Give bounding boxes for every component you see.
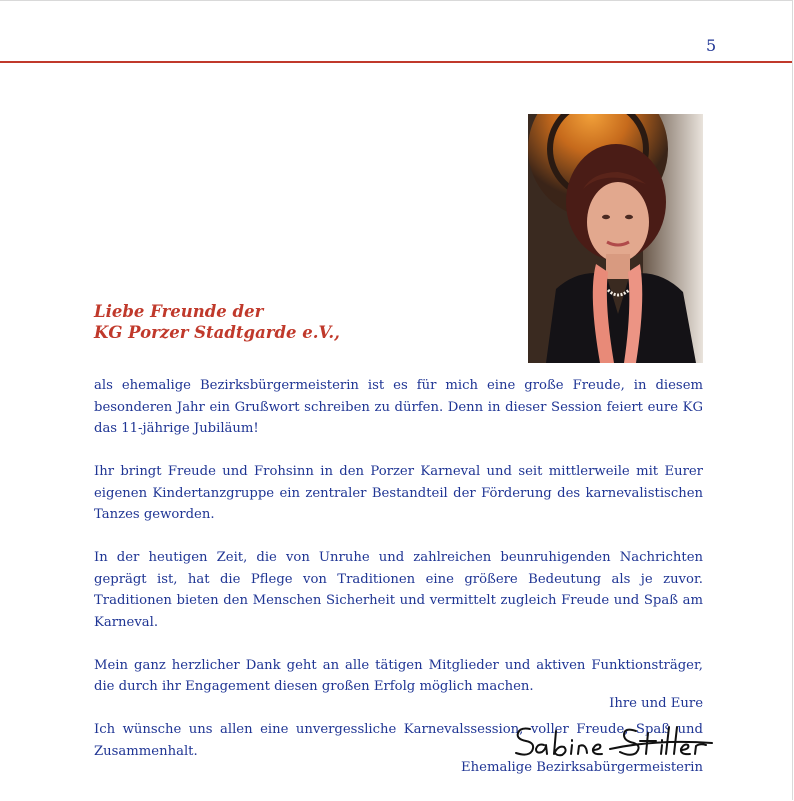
portrait-photo xyxy=(528,114,703,363)
paragraph: Mein ganz herzlicher Dank geht an alle tätigen Mitglieder und aktiven Funktionsträger, die durch ihr Engagement diesen großen Erfolg möglich machen. xyxy=(94,657,703,694)
closing-phrase: Ihre und Eure xyxy=(609,696,703,711)
signature-title: Ehemalige Bezirksabürgermeisterin xyxy=(461,760,703,775)
portrait-illustration xyxy=(528,114,703,363)
greeting xyxy=(94,301,494,343)
paragraph: In der heutigen Zeit, die von Unruhe und zahlreichen beunruhigenden Nachrichten geprägt ist, hat die Pflege von Traditionen eine größere Bedeutung als je zuvor. Traditionen bieten den Menschen Sicherheit und vermittelt zugleich Freude und Spaß am Karneval. xyxy=(94,550,703,630)
greeting-line-1: Liebe Freunde der xyxy=(94,302,264,321)
paragraph: Ich wünsche uns allen eine unvergessliche Karnevalssession, voller Freude, Spaß und Zusammenhalt. xyxy=(94,722,703,759)
greeting-line-2: KG Porzer Stadtgarde e.V., xyxy=(94,323,340,342)
handwritten-signature xyxy=(506,719,718,765)
paragraph: als ehemalige Bezirksbürgermeisterin ist es für mich eine große Freude, in diesem besonderen Jahr ein Grußwort schreiben zu dürfen. Denn in dieser Session feiert eure KG das 11-jährige Jubiläum! xyxy=(94,378,703,436)
header-rule xyxy=(0,61,792,63)
page-number: 5 xyxy=(706,36,717,55)
paragraph: Ihr bringt Freude und Frohsinn in den Porzer Karneval und seit mittlerweile mit Eurer eigenen Kindertanzgruppe ein zentraler Bestandteil der Förderung des karnevalistischen Tanzes geworden. xyxy=(94,464,703,522)
